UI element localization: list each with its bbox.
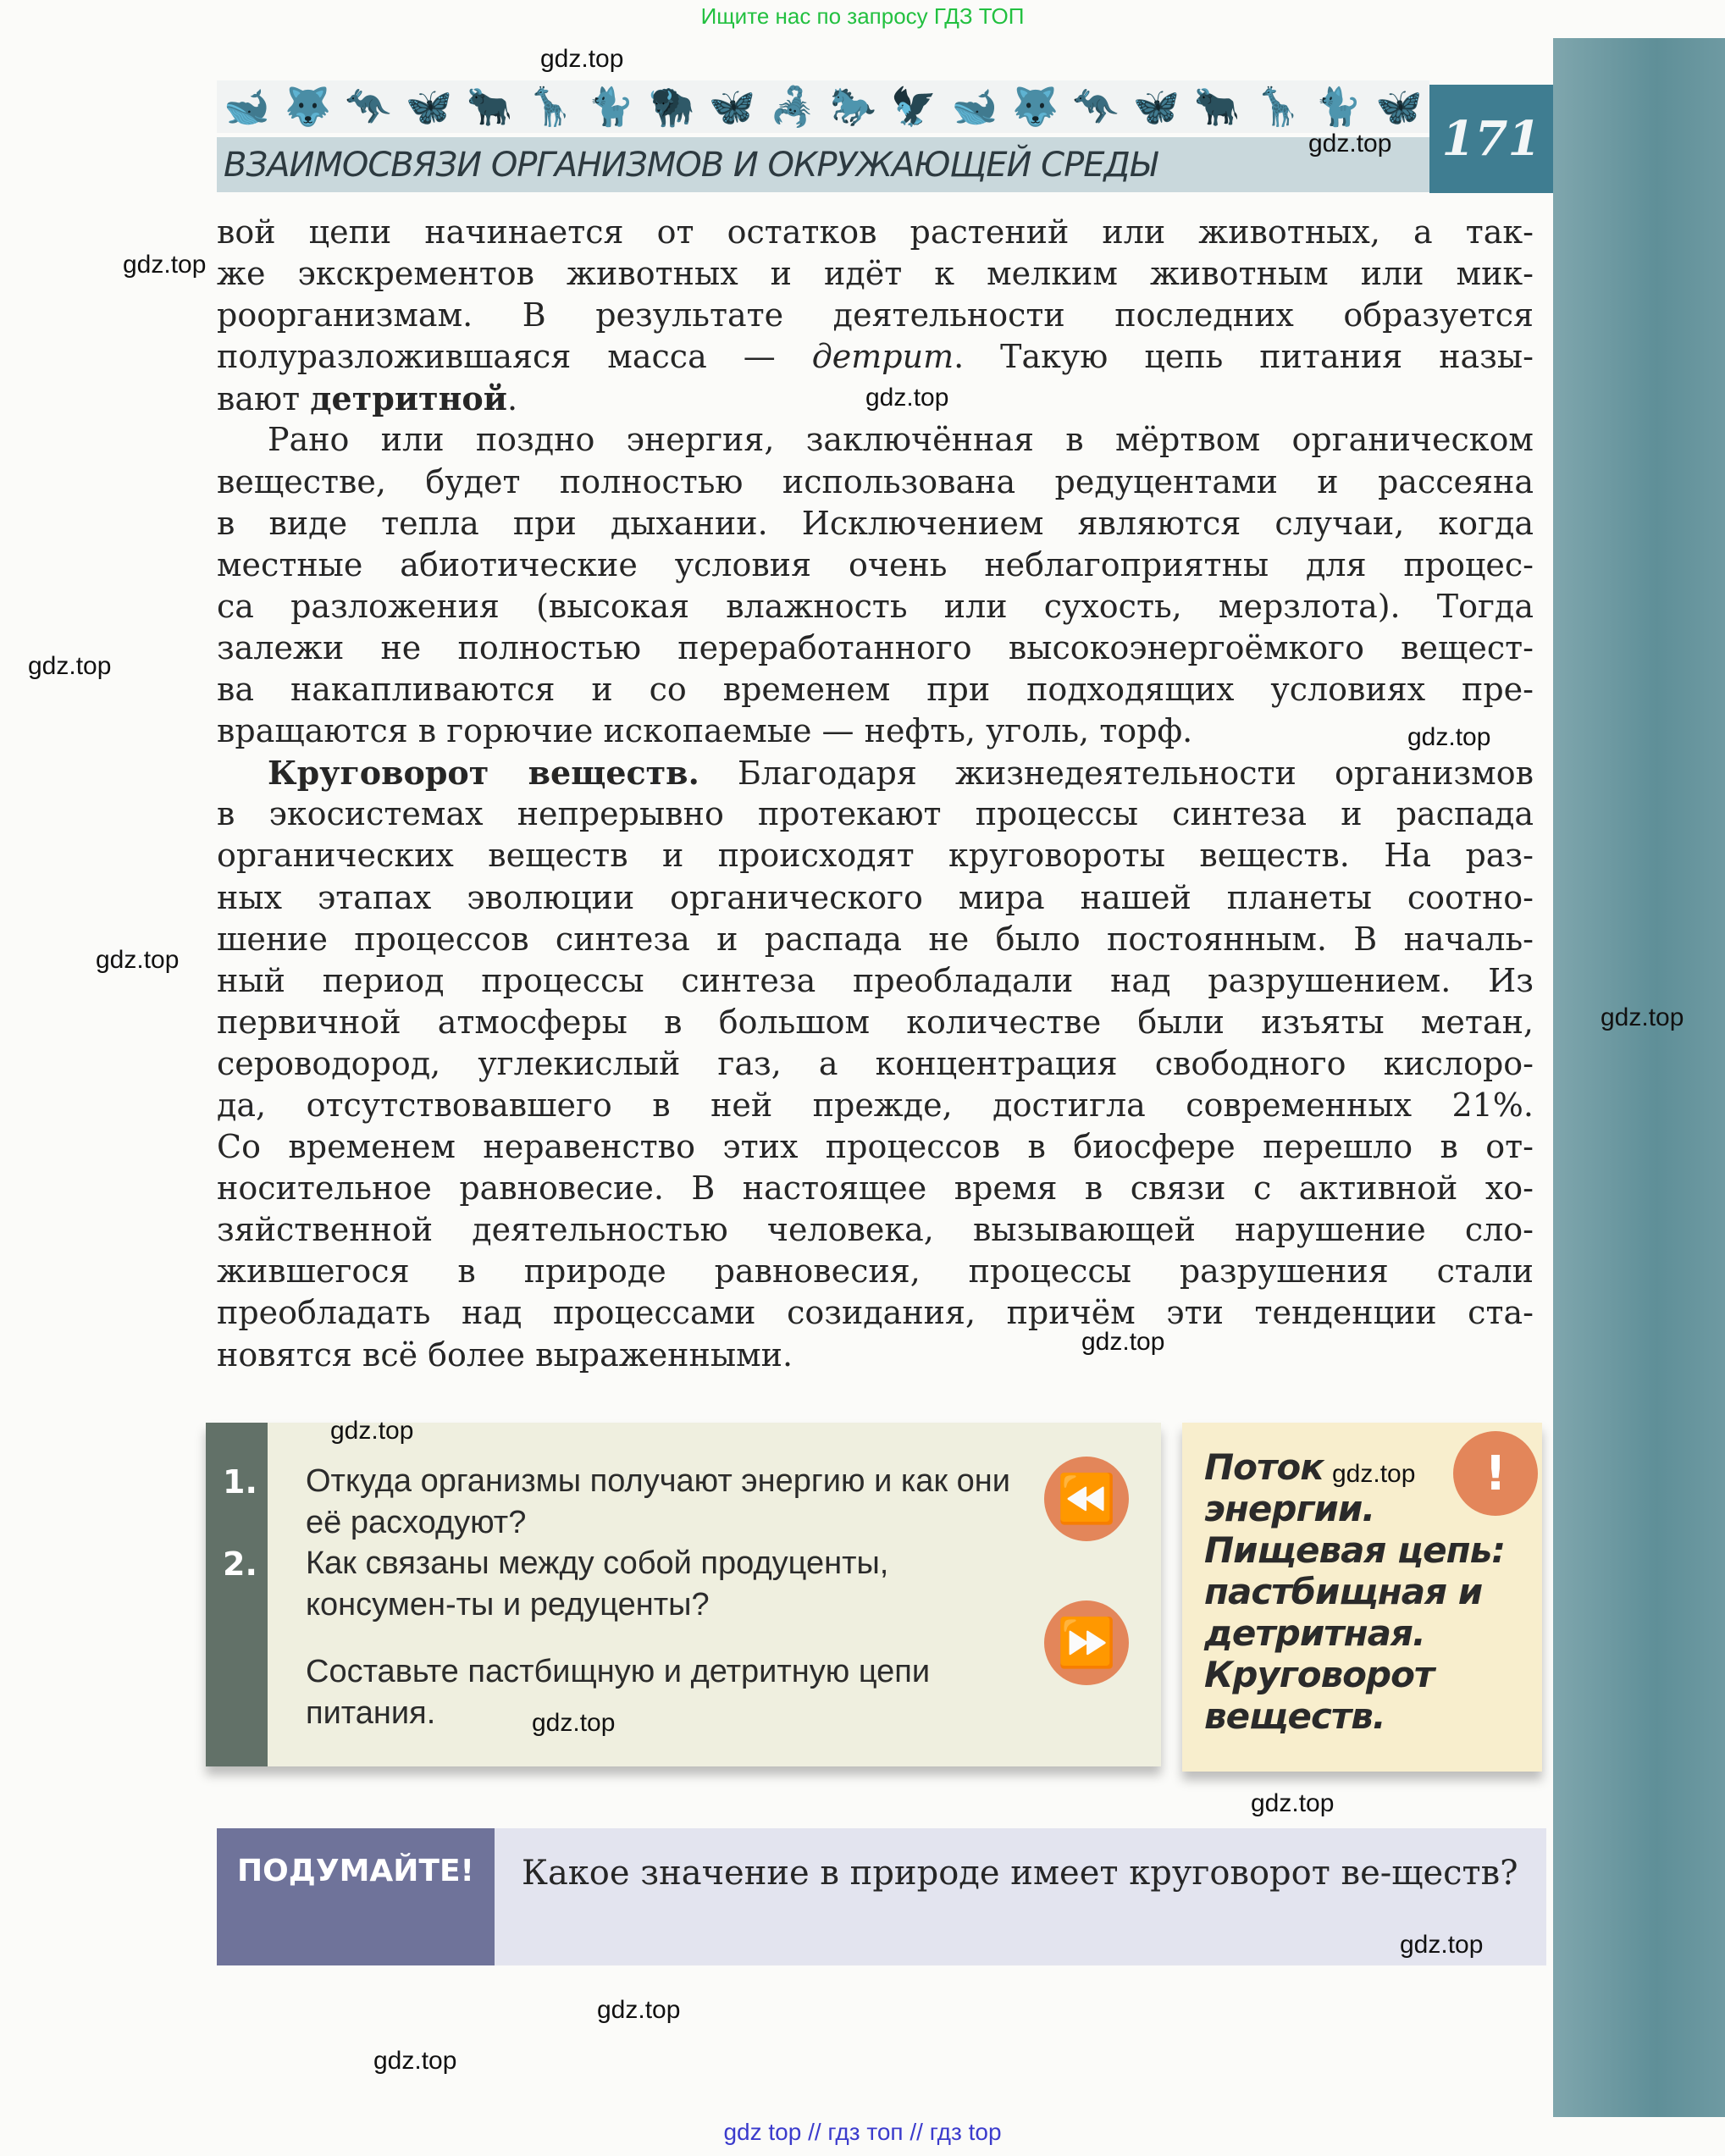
text-segment: ный период процессы синтеза преобладали над разрушением. Из [217,961,1534,999]
animal-silhouette-icon: 🦒 [1254,86,1302,129]
body-line [217,1209,1534,1251]
questions-box [206,1423,1161,1766]
question-2: Как связаны между собой продуценты, консумен-ты и редуценты? [306,1545,889,1623]
animal-silhouette-strip [217,80,1429,133]
animal-silhouette-icon: 🦘 [345,86,392,129]
body-line [217,1168,1534,1209]
text-segment: Со временем неравенство этих процессов в биосфере перешло в от- [217,1128,1534,1166]
task-text: Составьте пастбищную и детритную цепи питания. [306,1654,931,1731]
bold-term: детритной [310,379,507,418]
text-segment: вают [217,380,311,418]
text-segment: веществе, будет полностью использована редуцентами и рассеяна [217,462,1534,500]
question-number: 1. [223,1463,257,1501]
text-segment: органических веществ и происходят круговороты веществ. На раз- [217,837,1534,875]
animal-silhouette-icon: 🐂 [1193,86,1241,129]
body-line [217,1251,1534,1292]
text-segment: сероводород, углекислый газ, а концентрация свободного кислоро- [217,1044,1534,1082]
text-segment: первичной атмосферы в большом количестве были изъяты метан, [217,1003,1534,1041]
animal-silhouette-icon: 🦘 [1072,86,1120,129]
text-segment: залежи не полностью переработанного высокоэнергоёмкого вещест- [217,628,1534,666]
body-line [217,835,1534,876]
animal-silhouette-icon: 🦂 [769,86,816,129]
animal-silhouette-icon: 🐺 [1012,86,1059,129]
body-line [217,462,1534,503]
text-segment: вой цепи начинается от остатков растений или животных, а так- [217,213,1534,251]
watermark: gdz.top [1601,1003,1684,1031]
keyword-line: энергии. [1204,1488,1375,1529]
watermark: gdz.top [1081,1328,1165,1356]
body-line [217,919,1534,960]
text-segment: новятся всё более выраженными. [217,1335,793,1374]
bold-term: Круговорот веществ. [268,754,699,793]
section-title: ВЗАИМОСВЯЗИ ОРГАНИЗМОВ И ОКРУЖАЮЩЕЙ СРЕДЫ [217,137,1429,192]
watermark: gdz.top [28,652,112,680]
animal-silhouette-icon: 🐎 [830,86,877,129]
text-segment: шение процессов синтеза и распада не было постоянным. В началь- [217,920,1534,958]
watermark: gdz.top [1407,723,1491,751]
animal-silhouette-icon: 🦒 [527,86,574,129]
watermark: gdz.top [96,946,180,974]
animal-silhouette-icon: 🦋 [406,86,452,129]
think-question: Какое значение в природе имеет круговорот ве-ществ? [522,1854,1518,1893]
text-segment: в экосистемах непрерывно протекают процессы синтеза и распада [217,795,1534,833]
body-line [217,212,1534,253]
animal-silhouette-icon: 🐋 [951,86,998,129]
watermark: gdz.top [373,2047,457,2075]
keyword-line: пастбищная и [1204,1571,1483,1612]
text-segment: вращаются в горючие ископаемые — нефть, уголь, торф. [217,712,1193,750]
animal-silhouette-icon: 🐈 [1315,86,1362,129]
text-segment: роорганизмам. В результате деятельности последних образуется [217,296,1534,334]
animal-silhouette-icon: 🦋 [1375,86,1423,129]
body-line [217,1002,1534,1043]
text-segment: ных этапах эволюции органического мира нашей планеты соотно- [217,878,1534,916]
watermark: gdz.top [330,1417,414,1445]
text-segment: . [506,380,518,418]
keyword-line: детритная. [1204,1612,1425,1654]
watermark: gdz.top [865,384,949,412]
body-line [217,752,1534,793]
page-edge-margin [1553,38,1725,2117]
page-number: 171 [1429,85,1553,193]
watermark: gdz.top [597,1996,681,2024]
animal-silhouette-icon: 🦬 [648,86,695,129]
watermark: gdz.top [1400,1931,1484,1959]
think-label: ПОДУМАЙТЕ! [217,1828,495,1965]
italic-term: детрит [811,338,954,376]
text-segment: да, отсутствовавшего в ней прежде, достигла современных 21%. [217,1086,1534,1124]
body-line [217,1043,1534,1085]
text-segment: носительное равновесие. В настоящее время в связи с активной хо- [217,1169,1534,1208]
question-number: 2. [223,1545,257,1583]
text-segment: са разложения (высокая влажность или сухость, мерзлота). Тогда [217,587,1534,625]
body-line [217,1126,1534,1168]
text-segment: . Такую цепь питания назы- [954,338,1534,376]
watermark: gdz.top [1308,130,1392,158]
text-segment: зяйственной деятельностью человека, вызывающей нарушение сло- [217,1211,1534,1249]
keyword-line: Пищевая цепь: [1204,1529,1505,1571]
body-line [217,336,1534,378]
watermark: gdz.top [532,1709,616,1737]
animal-silhouette-icon: 🐋 [224,86,271,129]
body-line [217,627,1534,669]
animal-silhouette-icon: 🦋 [1133,86,1180,129]
watermark: gdz.top [540,45,624,73]
text-segment: же экскрементов животных и идёт к мелким животным или мик- [217,255,1534,293]
body-line [217,793,1534,835]
watermark: gdz.top [1332,1460,1416,1488]
text-segment: полуразложившаяся масса — [217,338,812,376]
text-segment: ва накапливаются и со временем при подходящих условиях пре- [217,671,1534,709]
body-line [217,960,1534,1002]
text-segment: местные абиотические условия очень неблагоприятны для процес- [217,545,1534,583]
animal-silhouette-icon: 🐈 [587,86,634,129]
keyword-line: веществ. [1204,1695,1385,1737]
body-line [217,1085,1534,1126]
keyword-line: Поток [1204,1446,1324,1488]
animal-silhouette-icon: 🐺 [284,86,331,129]
forward-icon: ⏩ [1044,1600,1129,1685]
body-line [217,295,1534,336]
animal-silhouette-icon: 🐂 [466,86,513,129]
watermark: gdz.top [1251,1789,1335,1817]
body-line [217,877,1534,919]
body-line [217,545,1534,586]
text-segment: жившегося в природе равновесия, процессы разрушения стали [217,1252,1534,1291]
body-line [217,669,1534,710]
think-box [217,1828,1546,1965]
animal-silhouette-icon: 🦋 [709,86,755,129]
watermark: gdz.top [123,251,207,279]
top-note: Ищите нас по запросу ГДЗ ТОП [700,3,1025,29]
keyword-line: Круговорот [1204,1654,1435,1695]
body-line [217,503,1534,545]
body-line [217,1335,1534,1376]
rewind-icon: ⏪ [1044,1457,1129,1541]
exclamation-icon: ! [1453,1431,1538,1516]
footer-links[interactable]: gdz top // гдз топ // гдз top [723,2119,1002,2145]
body-line [217,710,1534,752]
text-segment: преобладать над процессами созидания, причём эти тенденции ста- [217,1294,1534,1332]
question-1: Откуда организмы получают энергию и как они её расходуют? [306,1463,1010,1540]
animal-silhouette-icon: 🦅 [890,86,937,129]
body-line [217,253,1534,295]
body-line [217,1292,1534,1334]
body-line [217,419,1534,461]
text-segment: в виде тепла при дыхании. Исключением являются случаи, когда [217,504,1534,542]
body-line [217,586,1534,627]
text-segment: Благодаря жизнедеятельности организмов [699,755,1534,793]
text-segment: Рано или поздно энергия, заключённая в мёртвом органическом [268,421,1534,459]
